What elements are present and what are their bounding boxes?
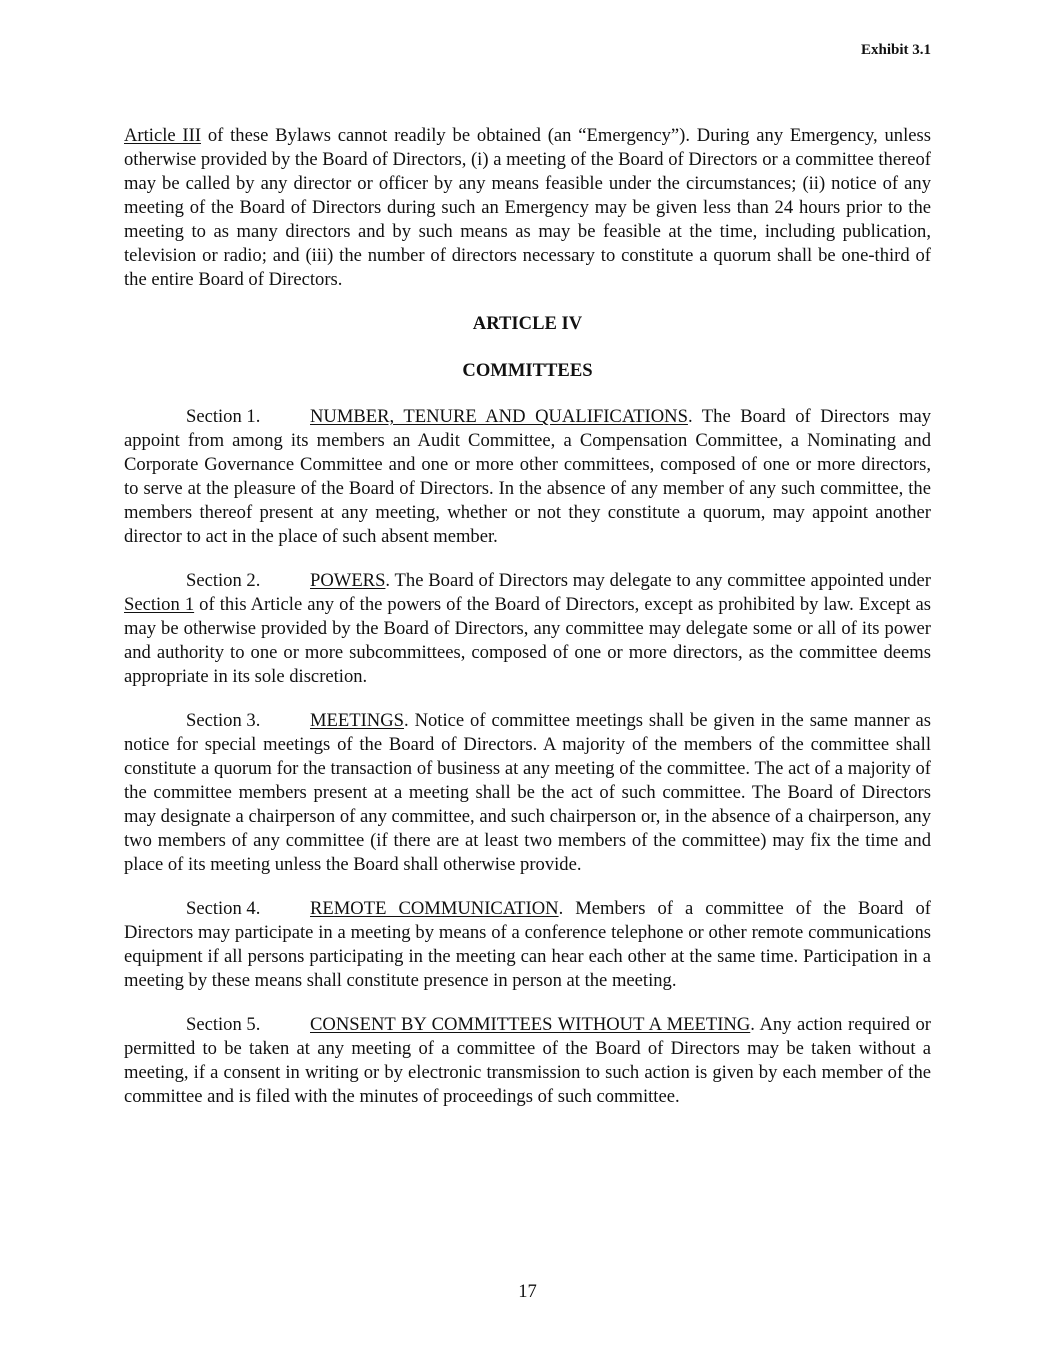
section-number: Section 4.: [186, 898, 261, 919]
intro-text: of these Bylaws cannot readily be obtained (an “Emergency”). During any Emergency, unless otherwise provided by the Board of Directors, (i) a meeting of the Board of Directors or a committee thereof may be called by any director or officer by any means feasible under the circumstances; (ii) notice of any meeting of the Board of Directors during such an Emergency may be given less than 24 hours prior to the meeting to as many directors and by such means as may be feasible at the time, including publication, television or radio; and (iii) the number of directors necessary to constitute a quorum shall be one-third of the entire Board of Directors.: [124, 125, 932, 290]
section-2-paragraph: [124, 569, 931, 689]
section-text: . Notice of committee meetings shall be given in the same manner as notice for special meetings of the Board of Directors. A majority of the members of the committee shall constitute a quorum for the transaction of business at any meeting of the committee. The act of a majority of the committee members present at a meeting shall be the act of such committee. The Board of Directors may designate a chairperson of any committee, and such chairperson or, in the absence of a chairperson, any two members of any committee (if there are at least two members of the committee) may fix the time and place of its meeting unless the Board shall otherwise provide.: [124, 710, 931, 875]
article-number-heading: ARTICLE IV: [472, 313, 583, 334]
section-number: Section 5.: [186, 1014, 261, 1035]
section-text-before-link: . The Board of Directors may delegate to any committee appointed under: [385, 570, 931, 591]
section-number: Section 2.: [186, 570, 261, 591]
article-iii-reference: Article III: [124, 125, 202, 146]
section-3-paragraph: [124, 709, 931, 877]
section-4-paragraph: [124, 897, 931, 993]
section-text: . The Board of Directors may appoint from among its members an Audit Committee, a Compensation Committee, a Nominating and Corporate Governance Committee and one or more other committees, composed of one or more directors, to serve at the pleasure of the Board of Directors. In the absence of any member of any such committee, the members thereof present at any meeting, whether or not they constitute a quorum, may appoint another director to act in the place of such absent member.: [124, 406, 931, 547]
section-1-reference: Section 1: [124, 594, 195, 615]
section-number: Section 1.: [186, 406, 261, 427]
section-title: MEETINGS: [310, 710, 404, 731]
section-text: . Any action required or permitted to be taken at any meeting of a committee of the Board of Directors may be taken without a meeting, if a consent in writing or by electronic transmission to such action is given by each member of the committee and is filed with the minutes of proceedings of such committee.: [124, 1014, 932, 1107]
article-title-heading: COMMITTEES: [462, 360, 593, 381]
intro-paragraph: [124, 124, 931, 292]
section-title: REMOTE COMMUNICATION: [310, 898, 559, 919]
page-number: 17: [518, 1281, 537, 1302]
section-title: POWERS: [310, 570, 386, 591]
section-1-paragraph: [124, 405, 931, 549]
section-text: of this Article any of the powers of the Board of Directors, except as prohibited by law. Except as may be otherwise provided by the Board of Directors, any committee may delegate some or all of its power and authority to one or more subcommittees, composed of one or more directors, as the committee deems appropriate in its sole discretion.: [124, 594, 932, 687]
section-5-paragraph: [124, 1013, 931, 1109]
section-title: CONSENT BY COMMITTEES WITHOUT A MEETING: [310, 1014, 751, 1035]
section-title: NUMBER, TENURE AND QUALIFICATIONS: [310, 406, 688, 427]
section-text: . Members of a committee of the Board of Directors may participate in a meeting by means of a conference telephone or other remote communications equipment if all persons participating in the meeting can hear each other at the same time. Participation in a meeting by these means shall constitute presence in person at the meeting.: [124, 898, 931, 991]
exhibit-label: Exhibit 3.1: [860, 42, 931, 58]
section-number: Section 3.: [186, 710, 261, 731]
document-body: [124, 124, 931, 1129]
